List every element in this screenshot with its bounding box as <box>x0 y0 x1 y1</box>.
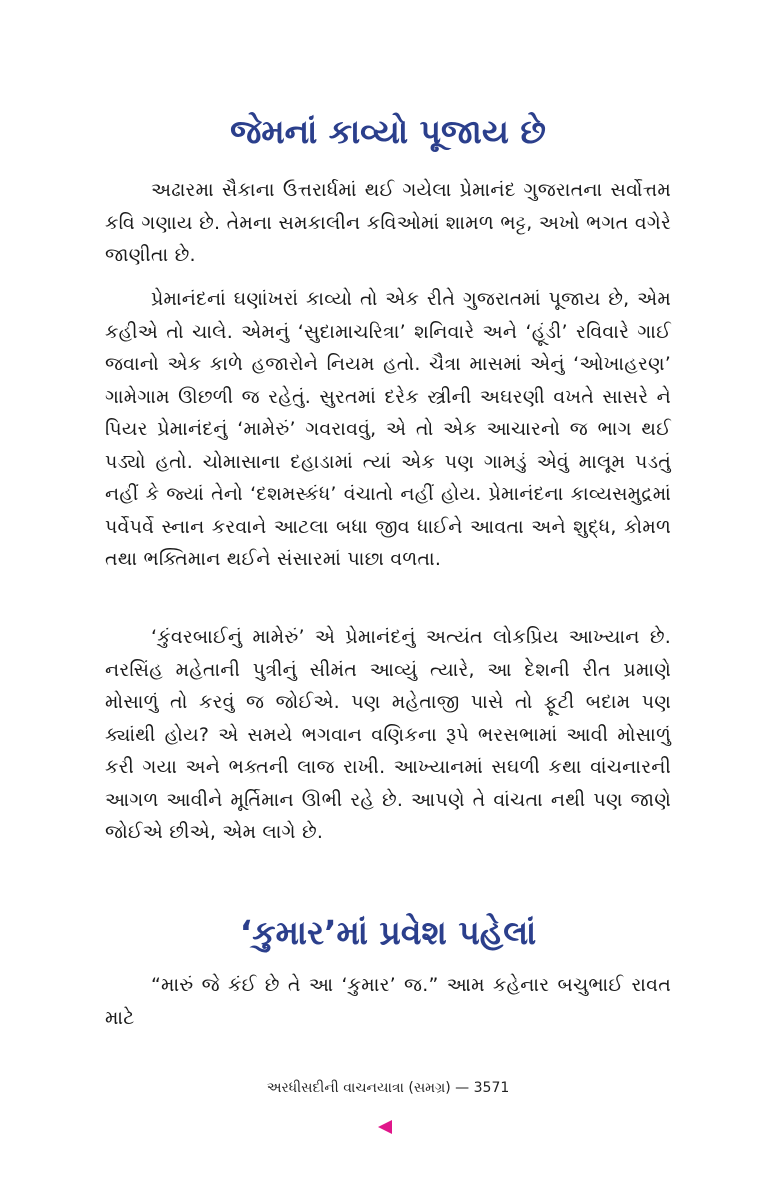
section-heading-1: જેમનાં કાવ્યો પૂજાય છે <box>230 112 546 151</box>
triangle-left-icon[interactable] <box>378 1120 392 1134</box>
paragraph-3: ‘કુંવરબાઈનું મામેરું’ એ પ્રેમાનંદનું અત્યંત લોકપ્રિય આખ્યાન છે. નરસિંહ મહેતાની પુત્રીનું સીમંત આવ્યું ત્યારે, આ દેશની રીત પ્રમાણે મોસાળું તો કરવું જ જોઈએ. પણ મહેતાજી પાસે તો ફૂટી બદામ પણ ક્યાંથી હોય? એ સમયે ભગવાન વણિકના રૂપે ભરસભામાં આવી મોસાળું કરી ગયા અને ભક્તની લાજ રાખી. આખ્યાનમાં સઘળી કથા વાંચનારની આગળ આવીને મૂર્તિમાન ઊભી રહે છે. આપણે તે વાંચતા નથી પણ જાણે જોઈએ છીએ, એમ લાગે છે. <box>105 626 671 843</box>
page-footer: અરધીસદીની વાચનયાત્રા (સમગ્ર) — 3571 <box>266 1080 510 1096</box>
paragraph-4: “મારું જે કંઈ છે તે આ ‘કુમાર’ જ.” આમ કહેનાર બચુભાઈ રાવત માટે <box>105 974 671 1029</box>
section-heading-2: ‘કુમાર’માં પ્રવેશ પહેલાં <box>239 913 537 952</box>
paragraph-2: પ્રેમાનંદનાં ઘણાંખરાં કાવ્યો તો એક રીતે ગુજરાતમાં પૂજાય છે, એમ કહીએ તો ચાલે. એમનું ‘સુદામાચરિત્રા’ શનિવારે અને ‘હૂંડી’ રવિવારે ગાઈ જવાનો એક કાળે હજારોને નિયમ હતો. ચૈત્રા માસમાં એનું ‘ઓખાહરણ’ ગામેગામ ઊછળી જ રહેતું. સુરતમાં દરેક સ્ત્રીની અઘરણી વખતે સાસરે ને પિયર પ્રેમાનંદનું ‘મામેરું’ ગવરાવવું, એ તો એક આચારનો જ ભાગ થઈ પડ્યો હતો. ચોમાસાના દહાડામાં ત્યાં એક પણ ગામડું એવું માલૂમ પડતું નહીં કે જ્યાં તેનો ‘દશમસ્કંધ’ વંચાતો નહીં હોય. પ્રેમાનંદના કાવ્યસમુદ્રમાં પર્વેપર્વે સ્નાન કરવાને આટલા બધા જીવ ધાઈને આવતા અને શુદ્ધ, કોમળ તથા ભક્તિમાન થઈને સંસારમાં પાછા વળતા. <box>105 288 671 570</box>
paragraph-1: અઢારમા સૈકાના ઉત્તરાર્ધમાં થઈ ગયેલા પ્રેમાનંદ ગુજરાતના સર્વોત્તમ કવિ ગણાય છે. તેમના સમકાલીન કવિઓમાં શામળ ભટ્ટ, અખો ભગત વગેરે જાણીતા છે. <box>105 179 671 266</box>
